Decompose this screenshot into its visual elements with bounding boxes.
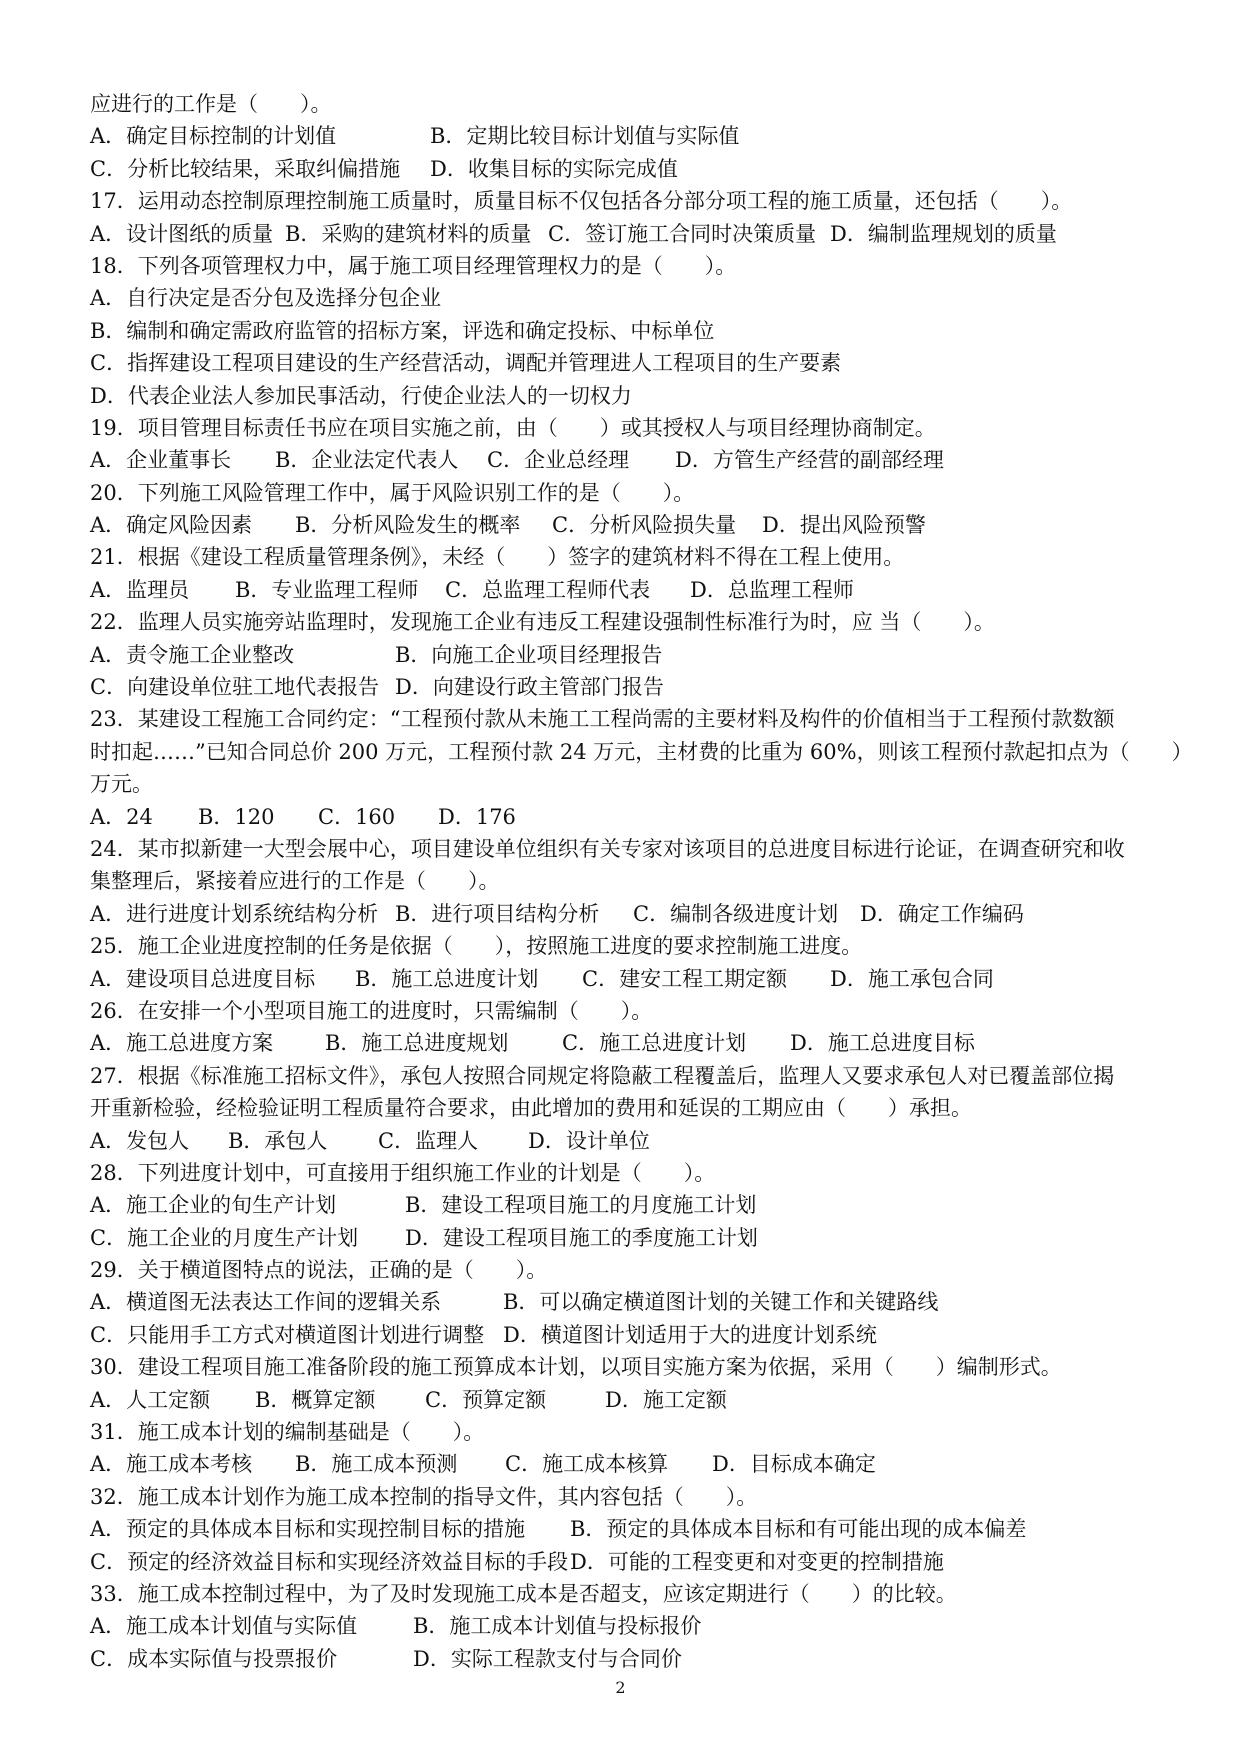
- options-row: [90, 1546, 1160, 1578]
- option-text: A．横道图无法表达工作间的逻辑关系: [90, 1290, 442, 1315]
- option-text: A．施工企业的旬生产计划: [90, 1193, 337, 1218]
- options-row: [90, 1643, 1160, 1675]
- option-text: B．建设工程项目施工的月度施工计划: [405, 1193, 757, 1218]
- question-text: 24．某市拟新建一大型会展中心，项目建设单位组织有关专家对该项目的总进度目标进行论证，在调查研究和收: [90, 836, 1125, 861]
- question-continuation: [90, 1092, 1160, 1124]
- question-line: [90, 1254, 1160, 1286]
- option-text: D．收集目标的实际完成值: [430, 156, 678, 181]
- options-row: [90, 898, 1160, 930]
- options-row: [90, 1448, 1160, 1480]
- options-row: [90, 1610, 1160, 1642]
- question-text: 29．关于横道图特点的说法，正确的是（ ）。: [90, 1258, 548, 1283]
- option-text: D．176: [438, 804, 516, 829]
- question-continuation: [90, 88, 1160, 120]
- question-text: 开重新检验，经检验证明工程质量符合要求，由此增加的费用和延误的工期应由（ ）承担。: [90, 1096, 972, 1121]
- question-line: [90, 995, 1160, 1027]
- option-text: B．可以确定横道图计划的关键工作和关键路线: [503, 1290, 939, 1315]
- question-line: [90, 833, 1160, 865]
- option-text: A．确定目标控制的计划值: [90, 124, 337, 149]
- question-text: 万元。: [90, 772, 153, 797]
- question-line: [90, 185, 1160, 217]
- option-text: A．施工总进度方案: [90, 1031, 274, 1056]
- question-text: 30．建设工程项目施工准备阶段的施工预算成本计划，以项目实施方案为依据，采用（ ）编制形式。: [90, 1355, 1062, 1380]
- question-line: [90, 477, 1160, 509]
- question-line: [90, 1060, 1160, 1092]
- question-line: [90, 1481, 1160, 1513]
- option-text: A．进行进度计划系统结构分析: [90, 901, 379, 926]
- option-text: C．预算定额: [425, 1387, 547, 1412]
- page-number: 2: [615, 1678, 626, 1697]
- option-text: D．横道图计划适用于大的进度计划系统: [503, 1322, 877, 1347]
- options-row: [90, 639, 1160, 671]
- option-text: B．施工成本计划值与投标报价: [413, 1614, 702, 1639]
- question-text: 27．根据《标准施工招标文件》，承包人按照合同规定将隐蔽工程覆盖后，监理人又要求承包人对已覆盖部位揭: [90, 1063, 1115, 1088]
- option-text: A．施工成本考核: [90, 1452, 253, 1477]
- option-text: B．施工总进度计划: [355, 966, 539, 991]
- option-text: C．施工企业的月度生产计划: [90, 1225, 359, 1250]
- option-text: D．实际工程款支付与合同价: [413, 1646, 682, 1671]
- option-text: C．编制各级进度计划: [633, 901, 839, 926]
- question-text: 31．施工成本计划的编制基础是（ ）。: [90, 1420, 485, 1445]
- option-text: B．编制和确定需政府监管的招标方案，评选和确定投标、中标单位: [90, 318, 715, 343]
- options-row: [90, 1189, 1160, 1221]
- option-text: C．建安工程工期定额: [582, 966, 788, 991]
- options-row: [90, 1125, 1160, 1157]
- option-text: C．分析比较结果，采取纠偏措施: [90, 156, 401, 181]
- question-text: 32．施工成本计划作为施工成本控制的指导文件，其内容包括（ ）。: [90, 1484, 758, 1509]
- option-text: C．施工总进度计划: [562, 1031, 747, 1056]
- option-text: C．向建设单位驻工地代表报告: [90, 675, 380, 700]
- question-text: 25．施工企业进度控制的任务是依据（ ），按照施工进度的要求控制施工进度。: [90, 934, 863, 959]
- question-line: [90, 703, 1160, 735]
- option-text: D．确定工作编码: [860, 901, 1024, 926]
- option-text: A．施工成本计划值与实际值: [90, 1614, 358, 1639]
- options-row: [90, 671, 1160, 703]
- option-text: A．人工定额: [90, 1387, 211, 1412]
- options-row: [90, 1513, 1160, 1545]
- options-row: [90, 315, 1160, 347]
- options-row: [90, 963, 1160, 995]
- question-text: 23．某建设工程施工合同约定：“工程预付款从未施工工程尚需的主要材料及构件的价值相当于工程预付款数额: [90, 707, 1115, 732]
- option-text: C．只能用手工方式对横道图计划进行调整: [90, 1322, 485, 1347]
- question-text: 时扣起……”已知合同总价 200 万元，工程预付款 24 万元，主材费的比重为 60%，则该工程预付款起扣点为（ ）: [90, 739, 1193, 764]
- option-text: A．企业董事长: [90, 448, 232, 473]
- option-text: C．指挥建设工程项目建设的生产经营活动，调配并管理进人工程项目的生产要素: [90, 351, 842, 376]
- option-text: C．160: [318, 804, 396, 829]
- question-list: [90, 88, 1193, 1675]
- option-text: A．责令施工企业整改: [90, 642, 295, 667]
- question-text: 应进行的工作是（ ）。: [90, 92, 332, 116]
- question-line: [90, 1578, 1160, 1610]
- options-row: [90, 1286, 1160, 1318]
- question-text: 19．项目管理目标责任书应在项目实施之前，由（ ）或其授权人与项目经理协商制定。: [90, 415, 936, 440]
- option-text: B．分析风险发生的概率: [295, 513, 521, 538]
- option-text: B．进行项目结构分析: [395, 901, 600, 926]
- question-continuation: [90, 736, 1193, 768]
- question-line: [90, 1416, 1160, 1448]
- option-text: C．总监理工程师代表: [445, 577, 651, 602]
- option-text: B．承包人: [228, 1128, 328, 1153]
- option-text: D．建设工程项目施工的季度施工计划: [405, 1225, 758, 1250]
- option-text: B．施工总进度规划: [325, 1031, 509, 1056]
- options-row: [90, 509, 1160, 541]
- option-text: A．设计图纸的质量: [90, 221, 274, 246]
- question-continuation: [90, 768, 1160, 800]
- question-text: 18．下列各项管理权力中，属于施工项目经理管理权力的是（ ）。: [90, 253, 737, 278]
- options-row: [90, 801, 1160, 833]
- option-text: C．成本实际值与投票报价: [90, 1646, 338, 1671]
- option-text: C．监理人: [378, 1128, 479, 1153]
- options-row: [90, 120, 1160, 152]
- question-line: [90, 1351, 1160, 1383]
- options-row: [90, 282, 1160, 314]
- option-text: A．确定风险因素: [90, 513, 253, 538]
- options-row: [90, 153, 1160, 185]
- option-text: D．设计单位: [528, 1128, 650, 1153]
- options-row: [90, 380, 1160, 412]
- question-line: [90, 1157, 1160, 1189]
- option-text: A．建设项目总进度目标: [90, 966, 316, 991]
- options-row: [90, 1319, 1160, 1351]
- option-text: D．方管生产经营的副部经理: [675, 448, 944, 473]
- question-line: [90, 930, 1160, 962]
- option-text: A．监理员: [90, 577, 190, 602]
- option-text: B．概算定额: [255, 1387, 376, 1412]
- question-text: 17．运用动态控制原理控制施工质量时，质量目标不仅包括各分部分项工程的施工质量，还包括（ ）。: [90, 189, 1073, 214]
- question-text: 26．在安排一个小型项目施工的进度时，只需编制（ ）。: [90, 998, 653, 1023]
- question-continuation: [90, 865, 1160, 897]
- question-line: [90, 250, 1160, 282]
- option-text: C．施工成本核算: [505, 1452, 669, 1477]
- options-row: [90, 1222, 1160, 1254]
- options-row: [90, 1027, 1160, 1059]
- question-line: [90, 541, 1160, 573]
- option-text: D．施工承包合同: [830, 966, 994, 991]
- option-text: B．专业监理工程师: [235, 577, 419, 602]
- question-text: 33．施工成本控制过程中，为了及时发现施工成本是否超支，应该定期进行（ ）的比较。: [90, 1581, 957, 1606]
- options-row: [90, 444, 1160, 476]
- option-text: D．目标成本确定: [712, 1452, 876, 1477]
- question-text: 20．下列施工风险管理工作中，属于风险识别工作的是（ ）。: [90, 480, 695, 505]
- option-text: B．预定的具体成本目标和有可能出现的成本偏差: [570, 1517, 1027, 1542]
- options-row: [90, 1384, 1160, 1416]
- option-text: C．企业总经理: [487, 448, 630, 473]
- option-text: D．代表企业法人参加民事活动，行使企业法人的一切权力: [90, 383, 632, 408]
- question-text: 集整理后，紧接着应进行的工作是（ ）。: [90, 869, 500, 894]
- option-text: B．采购的建筑材料的质量: [285, 221, 532, 246]
- question-text: 22．监理人员实施旁站监理时，发现施工企业有违反工程建设强制性标准行为时，应 当（ ）。: [90, 610, 995, 635]
- option-text: D．编制监理规划的质量: [830, 221, 1057, 246]
- options-row: [90, 218, 1160, 250]
- option-text: C．签订施工合同时决策质量: [548, 221, 817, 246]
- option-text: A．自行决定是否分包及选择分包企业: [90, 286, 442, 311]
- option-text: B．施工成本预测: [295, 1452, 458, 1477]
- option-text: D．提出风险预警: [762, 513, 926, 538]
- option-text: B．定期比较目标计划值与实际值: [430, 124, 740, 149]
- question-text: 21．根据《建设工程质量管理条例》，未经（ ）签字的建筑材料不得在工程上使用。: [90, 545, 905, 570]
- option-text: A．24: [90, 804, 153, 829]
- option-text: D．向建设行政主管部门报告: [395, 675, 664, 700]
- option-text: D．可能的工程变更和对变更的控制措施: [570, 1549, 944, 1574]
- option-text: B．企业法定代表人: [275, 448, 459, 473]
- option-text: D．总监理工程师: [690, 577, 854, 602]
- option-text: B．向施工企业项目经理报告: [395, 642, 663, 667]
- option-text: D．施工总进度目标: [790, 1031, 975, 1056]
- question-line: [90, 412, 1160, 444]
- option-text: C．分析风险损失量: [552, 513, 737, 538]
- option-text: B．120: [198, 804, 275, 829]
- option-text: A．预定的具体成本目标和实现控制目标的措施: [90, 1517, 526, 1542]
- question-line: [90, 606, 1160, 638]
- question-text: 28．下列进度计划中，可直接用于组织施工作业的计划是（ ）。: [90, 1160, 716, 1185]
- options-row: [90, 347, 1160, 379]
- option-text: C．预定的经济效益目标和实现经济效益目标的手段: [90, 1549, 569, 1574]
- option-text: D．施工定额: [605, 1387, 727, 1412]
- option-text: A．发包人: [90, 1128, 190, 1153]
- options-row: [90, 574, 1160, 606]
